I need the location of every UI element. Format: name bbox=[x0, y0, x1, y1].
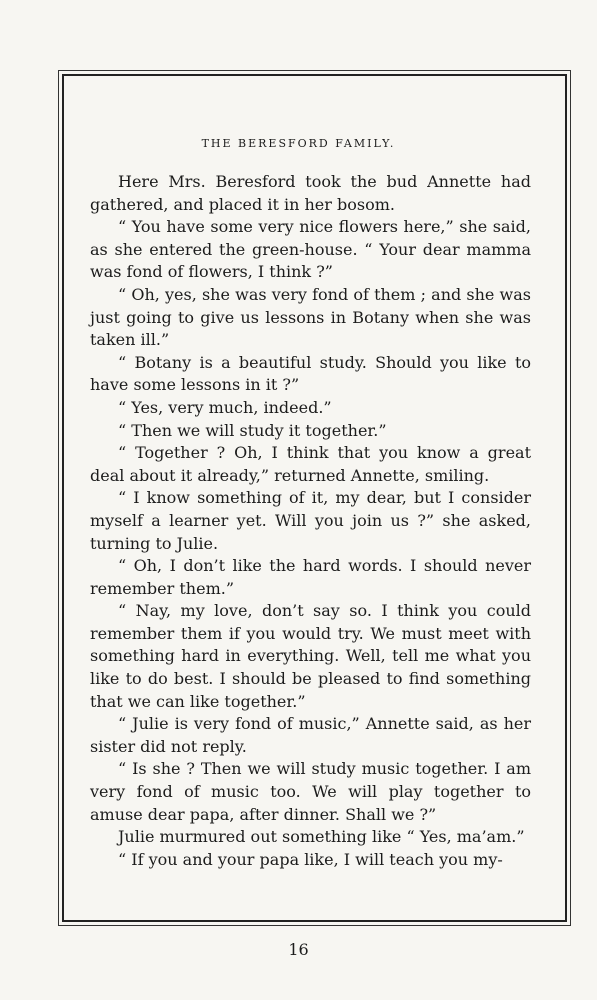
paragraph: “ I know something of it, my dear, but I consider myself a learner yet. Will you join us ?” she asked, turning to Julie. bbox=[90, 488, 531, 553]
paragraph: Here Mrs. Beresford took the bud Annette had gathered, and placed it in her bosom. bbox=[90, 172, 531, 214]
paragraph: “ Oh, I don’t like the hard words. I should never remember them.” bbox=[90, 556, 531, 598]
paragraph: “ Together ? Oh, I think that you know a great deal about it already,” returned Annette, smiling. bbox=[90, 443, 531, 485]
body-text bbox=[90, 171, 531, 871]
paragraph: “ Then we will study it together.” bbox=[118, 420, 387, 440]
paragraph: “ Is she ? Then we will study music together. I am very fond of music too. We will play together to amuse dear papa, after dinner. Shall we ?” bbox=[90, 759, 531, 824]
paragraph: “ Oh, yes, she was very fond of them ; and she was just going to give us lessons in Botany when she was taken ill.” bbox=[90, 284, 531, 350]
paragraph: “ If you and your papa like, I will teach you my- bbox=[118, 849, 503, 869]
paragraph: “ Nay, my love, don’t say so. I think you could remember them if you would try. We must meet with something hard in everything. Well, tell me what you like to do best. I should be pleased to find something that we can like together.” bbox=[90, 601, 531, 711]
paragraph: “ Julie is very fond of music,” Annette said, as her sister did not reply. bbox=[90, 714, 531, 756]
paragraph: Julie murmured out something like “ Yes, ma’am.” bbox=[118, 827, 525, 847]
running-head: THE BERESFORD FAMILY. bbox=[201, 137, 396, 150]
paragraph: “ Botany is a beautiful study. Should you like to have some lessons in it ?” bbox=[90, 352, 531, 395]
paragraph: “ Yes, very much, indeed.” bbox=[118, 397, 332, 417]
page-number: 16 bbox=[288, 940, 309, 959]
paragraph: “ You have some very nice flowers here,” she said, as she entered the green-house. “ Your dear mamma was fond of flowers, I think ?” bbox=[90, 217, 531, 282]
